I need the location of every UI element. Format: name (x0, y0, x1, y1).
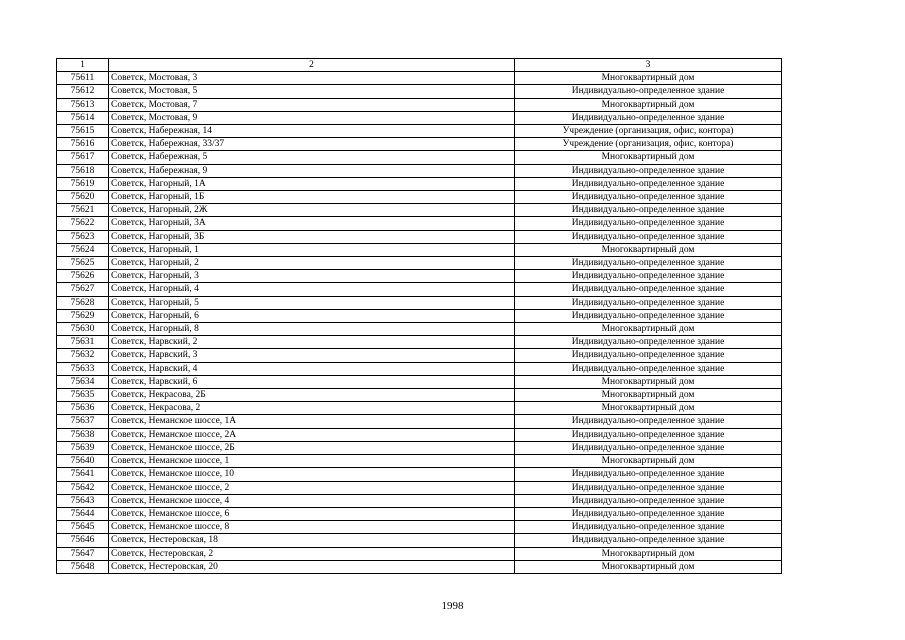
table-row (57, 191, 782, 204)
row-number-cell: 75642 (57, 481, 109, 494)
address-cell: Советск, Неманское шоссе, 10 (109, 468, 515, 481)
table-row (57, 389, 782, 402)
row-number-cell: 75647 (57, 547, 109, 560)
building-type-cell: Индивидуально-определенное здание (515, 283, 782, 296)
building-type-cell: Многоквартирный дом (515, 560, 782, 573)
table-row (57, 560, 782, 573)
building-type-cell: Многоквартирный дом (515, 455, 782, 468)
row-number-cell: 75630 (57, 323, 109, 336)
address-cell: Советск, Неманское шоссе, 2 (109, 481, 515, 494)
table-row (57, 283, 782, 296)
address-cell: Советск, Нарвский, 6 (109, 375, 515, 388)
address-cell: Советск, Набережная, 9 (109, 164, 515, 177)
address-cell: Советск, Мостовая, 3 (109, 72, 515, 85)
building-type-cell: Индивидуально-определенное здание (515, 349, 782, 362)
address-cell: Советск, Нарвский, 2 (109, 336, 515, 349)
building-type-cell: Многоквартирный дом (515, 389, 782, 402)
building-type-cell: Индивидуально-определенное здание (515, 441, 782, 454)
address-cell: Советск, Нестеровская, 18 (109, 534, 515, 547)
building-type-cell: Индивидуально-определенное здание (515, 85, 782, 98)
row-number-cell: 75627 (57, 283, 109, 296)
building-type-cell: Индивидуально-определенное здание (515, 191, 782, 204)
table-body (57, 59, 782, 574)
column-header-address: 2 (109, 59, 515, 72)
row-number-cell: 75613 (57, 98, 109, 111)
row-number-cell: 75622 (57, 217, 109, 230)
address-cell: Советск, Неманское шоссе, 2А (109, 428, 515, 441)
building-type-cell: Индивидуально-определенное здание (515, 230, 782, 243)
table-row (57, 270, 782, 283)
table-row (57, 230, 782, 243)
row-number-cell: 75612 (57, 85, 109, 98)
table-row (57, 323, 782, 336)
row-number-cell: 75632 (57, 349, 109, 362)
table-row (57, 415, 782, 428)
address-cell: Советск, Нагорный, 5 (109, 296, 515, 309)
address-cell: Советск, Нестеровская, 20 (109, 560, 515, 573)
row-number-cell: 75621 (57, 204, 109, 217)
address-cell: Советск, Мостовая, 9 (109, 111, 515, 124)
address-cell: Советск, Нагорный, 2Ж (109, 204, 515, 217)
building-type-cell: Многоквартирный дом (515, 402, 782, 415)
address-cell: Советск, Нагорный, 6 (109, 309, 515, 322)
building-type-cell: Многоквартирный дом (515, 72, 782, 85)
column-header-number: 1 (57, 59, 109, 72)
building-type-cell: Индивидуально-определенное здание (515, 204, 782, 217)
table-row (57, 164, 782, 177)
building-type-cell: Индивидуально-определенное здание (515, 309, 782, 322)
building-type-cell: Учреждение (организация, офис, контора) (515, 138, 782, 151)
address-cell: Советск, Нагорный, 1 (109, 243, 515, 256)
row-number-cell: 75626 (57, 270, 109, 283)
address-cell: Советск, Нагорный, 1Б (109, 191, 515, 204)
building-type-cell: Индивидуально-определенное здание (515, 336, 782, 349)
address-cell: Советск, Нагорный, 3Б (109, 230, 515, 243)
building-type-cell: Многоквартирный дом (515, 375, 782, 388)
address-cell: Советск, Набережная, 5 (109, 151, 515, 164)
table-row (57, 534, 782, 547)
table-row (57, 547, 782, 560)
building-type-cell: Индивидуально-определенное здание (515, 257, 782, 270)
table-row (57, 151, 782, 164)
row-number-cell: 75618 (57, 164, 109, 177)
row-number-cell: 75617 (57, 151, 109, 164)
row-number-cell: 75639 (57, 441, 109, 454)
address-cell: Советск, Мостовая, 5 (109, 85, 515, 98)
table-row (57, 138, 782, 151)
table-row (57, 296, 782, 309)
row-number-cell: 75623 (57, 230, 109, 243)
address-cell: Советск, Нарвский, 3 (109, 349, 515, 362)
building-type-cell: Индивидуально-определенное здание (515, 428, 782, 441)
address-cell: Советск, Некрасова, 2Б (109, 389, 515, 402)
row-number-cell: 75643 (57, 494, 109, 507)
address-cell: Советск, Нагорный, 4 (109, 283, 515, 296)
building-type-cell: Многоквартирный дом (515, 323, 782, 336)
address-cell: Советск, Неманское шоссе, 6 (109, 507, 515, 520)
table-row (57, 441, 782, 454)
row-number-cell: 75634 (57, 375, 109, 388)
address-cell: Советск, Нагорный, 1А (109, 177, 515, 190)
address-cell: Советск, Нагорный, 8 (109, 323, 515, 336)
address-cell: Советск, Набережная, 14 (109, 125, 515, 138)
building-type-cell: Индивидуально-определенное здание (515, 296, 782, 309)
table-row (57, 309, 782, 322)
row-number-cell: 75645 (57, 521, 109, 534)
row-number-cell: 75616 (57, 138, 109, 151)
table-row (57, 428, 782, 441)
row-number-cell: 75631 (57, 336, 109, 349)
row-number-cell: 75614 (57, 111, 109, 124)
building-type-cell: Индивидуально-определенное здание (515, 217, 782, 230)
row-number-cell: 75636 (57, 402, 109, 415)
row-number-cell: 75640 (57, 455, 109, 468)
building-type-cell: Индивидуально-определенное здание (515, 507, 782, 520)
building-type-cell: Учреждение (организация, офис, контора) (515, 125, 782, 138)
table-row (57, 177, 782, 190)
building-type-cell: Многоквартирный дом (515, 98, 782, 111)
row-number-cell: 75611 (57, 72, 109, 85)
building-type-cell: Индивидуально-определенное здание (515, 177, 782, 190)
address-cell: Советск, Нагорный, 3 (109, 270, 515, 283)
table-row (57, 336, 782, 349)
address-cell: Советск, Нарвский, 4 (109, 362, 515, 375)
row-number-cell: 75646 (57, 534, 109, 547)
row-number-cell: 75624 (57, 243, 109, 256)
row-number-cell: 75648 (57, 560, 109, 573)
address-cell: Советск, Нагорный, 3А (109, 217, 515, 230)
address-cell: Советск, Нагорный, 2 (109, 257, 515, 270)
building-type-cell: Индивидуально-определенное здание (515, 481, 782, 494)
table-row (57, 85, 782, 98)
table-row (57, 125, 782, 138)
table-row (57, 494, 782, 507)
building-type-cell: Индивидуально-определенное здание (515, 494, 782, 507)
table-header-row (57, 59, 782, 72)
row-number-cell: 75638 (57, 428, 109, 441)
table-row (57, 507, 782, 520)
row-number-cell: 75620 (57, 191, 109, 204)
table-row (57, 98, 782, 111)
building-type-cell: Многоквартирный дом (515, 547, 782, 560)
building-type-cell: Индивидуально-определенное здание (515, 111, 782, 124)
property-table (56, 58, 782, 574)
building-type-cell: Индивидуально-определенное здание (515, 521, 782, 534)
row-number-cell: 75635 (57, 389, 109, 402)
table-row (57, 349, 782, 362)
row-number-cell: 75633 (57, 362, 109, 375)
building-type-cell: Многоквартирный дом (515, 151, 782, 164)
row-number-cell: 75644 (57, 507, 109, 520)
building-type-cell: Индивидуально-определенное здание (515, 362, 782, 375)
table-row (57, 204, 782, 217)
address-cell: Советск, Неманское шоссе, 1 (109, 455, 515, 468)
table-row (57, 402, 782, 415)
row-number-cell: 75615 (57, 125, 109, 138)
building-type-cell: Многоквартирный дом (515, 243, 782, 256)
building-type-cell: Индивидуально-определенное здание (515, 164, 782, 177)
address-cell: Советск, Набережная, 33/37 (109, 138, 515, 151)
address-cell: Советск, Неманское шоссе, 2Б (109, 441, 515, 454)
row-number-cell: 75625 (57, 257, 109, 270)
row-number-cell: 75641 (57, 468, 109, 481)
column-header-type: 3 (515, 59, 782, 72)
table-row (57, 455, 782, 468)
address-cell: Советск, Нестеровская, 2 (109, 547, 515, 560)
row-number-cell: 75619 (57, 177, 109, 190)
table-row (57, 521, 782, 534)
table-row (57, 217, 782, 230)
address-cell: Советск, Некрасова, 2 (109, 402, 515, 415)
address-cell: Советск, Неманское шоссе, 1А (109, 415, 515, 428)
address-cell: Советск, Мостовая, 7 (109, 98, 515, 111)
building-type-cell: Индивидуально-определенное здание (515, 534, 782, 547)
address-cell: Советск, Неманское шоссе, 4 (109, 494, 515, 507)
address-cell: Советск, Неманское шоссе, 8 (109, 521, 515, 534)
building-type-cell: Индивидуально-определенное здание (515, 270, 782, 283)
row-number-cell: 75628 (57, 296, 109, 309)
table-row (57, 72, 782, 85)
building-type-cell: Индивидуально-определенное здание (515, 415, 782, 428)
table-row (57, 481, 782, 494)
table-row (57, 257, 782, 270)
row-number-cell: 75629 (57, 309, 109, 322)
building-type-cell: Индивидуально-определенное здание (515, 468, 782, 481)
row-number-cell: 75637 (57, 415, 109, 428)
table-row (57, 243, 782, 256)
page-number: 1998 (441, 600, 464, 612)
table-row (57, 111, 782, 124)
table-row (57, 375, 782, 388)
table-row (57, 468, 782, 481)
table-row (57, 362, 782, 375)
